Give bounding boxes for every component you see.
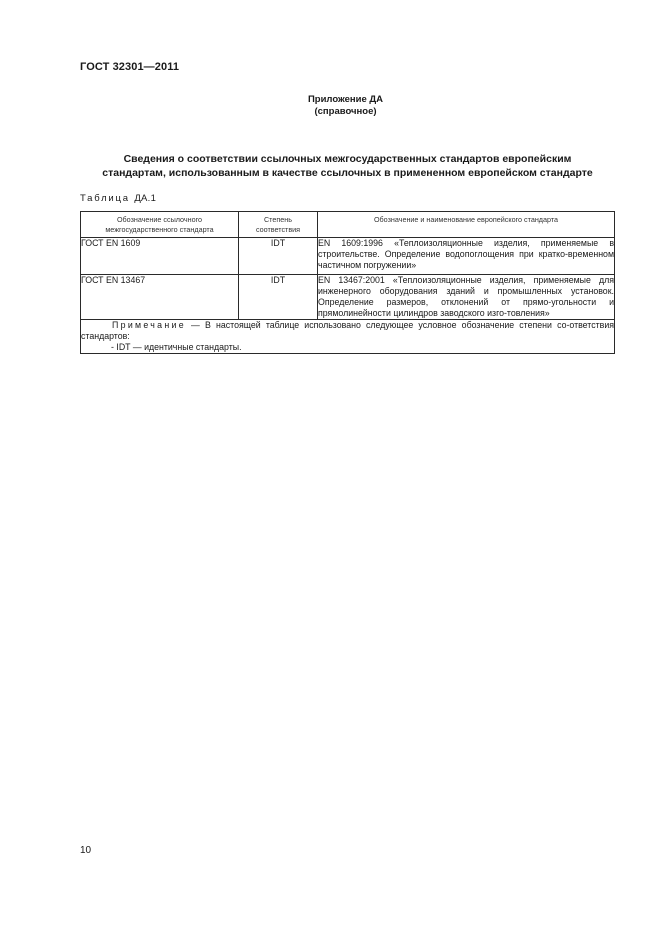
table-caption-number: ДА.1 (134, 193, 157, 204)
note-text: — В настоящей таблице использовано следующее условное обозначение степени со-ответствия стандартов: (81, 320, 614, 341)
document-code: ГОСТ 32301—2011 (80, 61, 180, 73)
standard-code: ГОСТ EN 1609 (81, 238, 239, 275)
correspondence-table (80, 211, 615, 354)
table-row (81, 238, 615, 275)
table-note-row (81, 320, 615, 354)
section-title (80, 152, 615, 180)
table-caption (80, 193, 156, 204)
european-standard-description: EN 13467:2001 «Теплоизоляционные изделия, применяемые для инженерного оборудования зданий и промышленных установок. Определение размеров, отклонений от прямо-угольности и прямолинейности цилиндров заводского изго-товления» (318, 275, 614, 318)
standard-code: ГОСТ EN 13467 (81, 275, 239, 320)
header-degree: Степень соответствия (239, 212, 318, 238)
table-note (81, 320, 615, 354)
degree-value: IDT (239, 238, 318, 275)
header-interstate-standard: Обозначение ссылочного межгосударственного стандарта (81, 212, 239, 238)
annex-heading (0, 94, 661, 118)
table-row (81, 275, 615, 320)
note-paragraph (81, 320, 614, 342)
section-title-line-2: стандартам, использованным в качестве ссылочных в примененном европейском стандарте (102, 167, 593, 179)
annex-subtitle: (справочное) (314, 106, 377, 117)
table-header-row (81, 212, 615, 238)
header-european-standard: Обозначение и наименование европейского стандарта (318, 212, 615, 238)
degree-value: IDT (239, 275, 318, 320)
page-number: 10 (80, 845, 92, 856)
note-label: Примечание (112, 320, 186, 330)
table-caption-word: Таблица (80, 193, 130, 204)
section-title-line-1: Сведения о соответствии ссылочных межгосударственных стандартов европейским (123, 153, 572, 165)
european-standard-description: EN 1609:1996 «Теплоизоляционные изделия, применяемые в строительстве. Определение водопоглощения при кратко-временном частичном погружении» (318, 238, 615, 275)
note-item: - IDT — идентичные стандарты. (111, 342, 242, 352)
annex-title: Приложение ДА (307, 94, 384, 105)
